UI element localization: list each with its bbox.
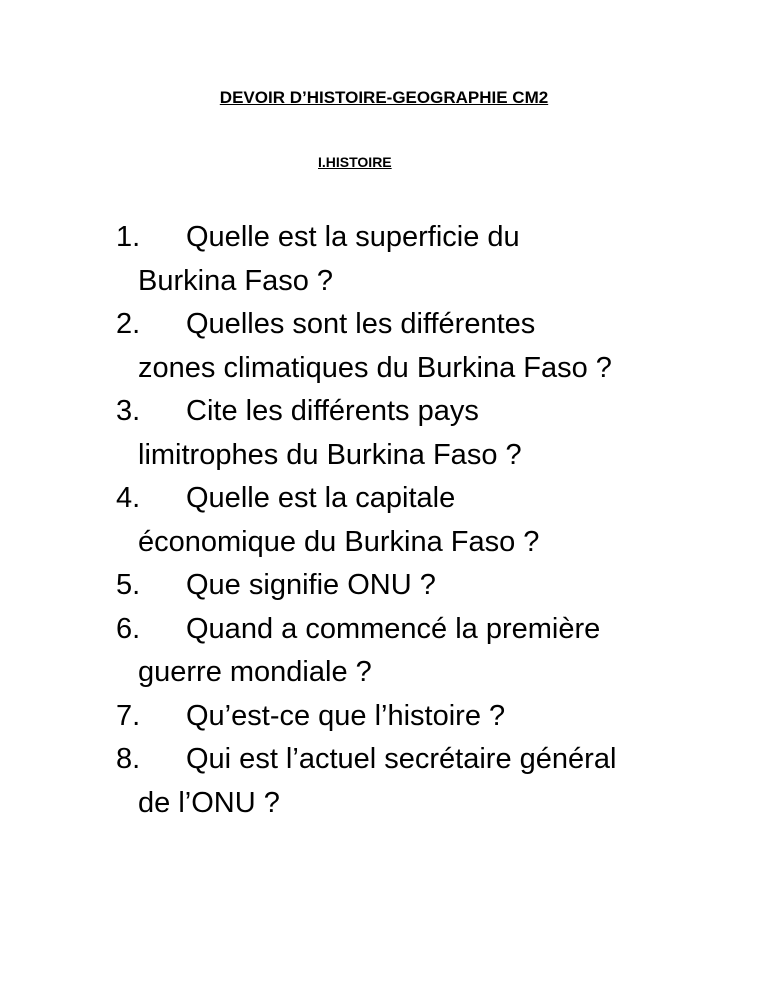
question-item: [116, 608, 756, 695]
question-text-line1: Quelle est la superficie du: [186, 221, 520, 253]
question-text-line1: Qui est l’actuel secrétaire général: [186, 743, 617, 775]
question-text-line2: zones climatiques du Burkina Faso ?: [138, 351, 612, 384]
question-text-line2: de l’ONU ?: [138, 786, 280, 819]
question-list: [116, 216, 756, 825]
question-item: [116, 477, 756, 564]
section-title: I.HISTOIRE: [318, 154, 392, 170]
question-text-line1: Quand a commencé la première: [186, 612, 601, 645]
question-text-line2: Burkina Faso ?: [138, 264, 334, 297]
question-number: 4.: [116, 482, 141, 514]
question-number: 8.: [116, 743, 141, 775]
question-text-line2: économique du Burkina Faso ?: [138, 525, 540, 558]
question-item: [116, 564, 756, 608]
question-text-line1: Qu’est-ce que l’histoire ?: [186, 699, 506, 732]
question-number: 7.: [116, 699, 141, 732]
question-text-line2: limitrophes du Burkina Faso ?: [138, 438, 522, 471]
question-text-line2: guerre mondiale ?: [138, 656, 372, 688]
question-item: [116, 216, 756, 303]
question-number: 3.: [116, 395, 141, 427]
document-title: DEVOIR D’HISTOIRE-GEOGRAPHIE CM2: [219, 88, 549, 107]
question-number: 2.: [116, 308, 141, 340]
question-number: 5.: [116, 569, 141, 601]
question-item: [116, 390, 756, 477]
question-text-line1: Quelle est la capitale: [186, 482, 456, 514]
question-number: 1.: [116, 221, 141, 253]
question-text-line1: Cite les différents pays: [186, 395, 479, 427]
question-text-line1: Quelles sont les différentes: [186, 308, 536, 340]
question-item: [116, 303, 756, 390]
question-number: 6.: [116, 612, 141, 645]
question-item: [116, 738, 756, 825]
question-item: [116, 695, 756, 739]
question-text-line1: Que signifie ONU ?: [186, 569, 436, 601]
